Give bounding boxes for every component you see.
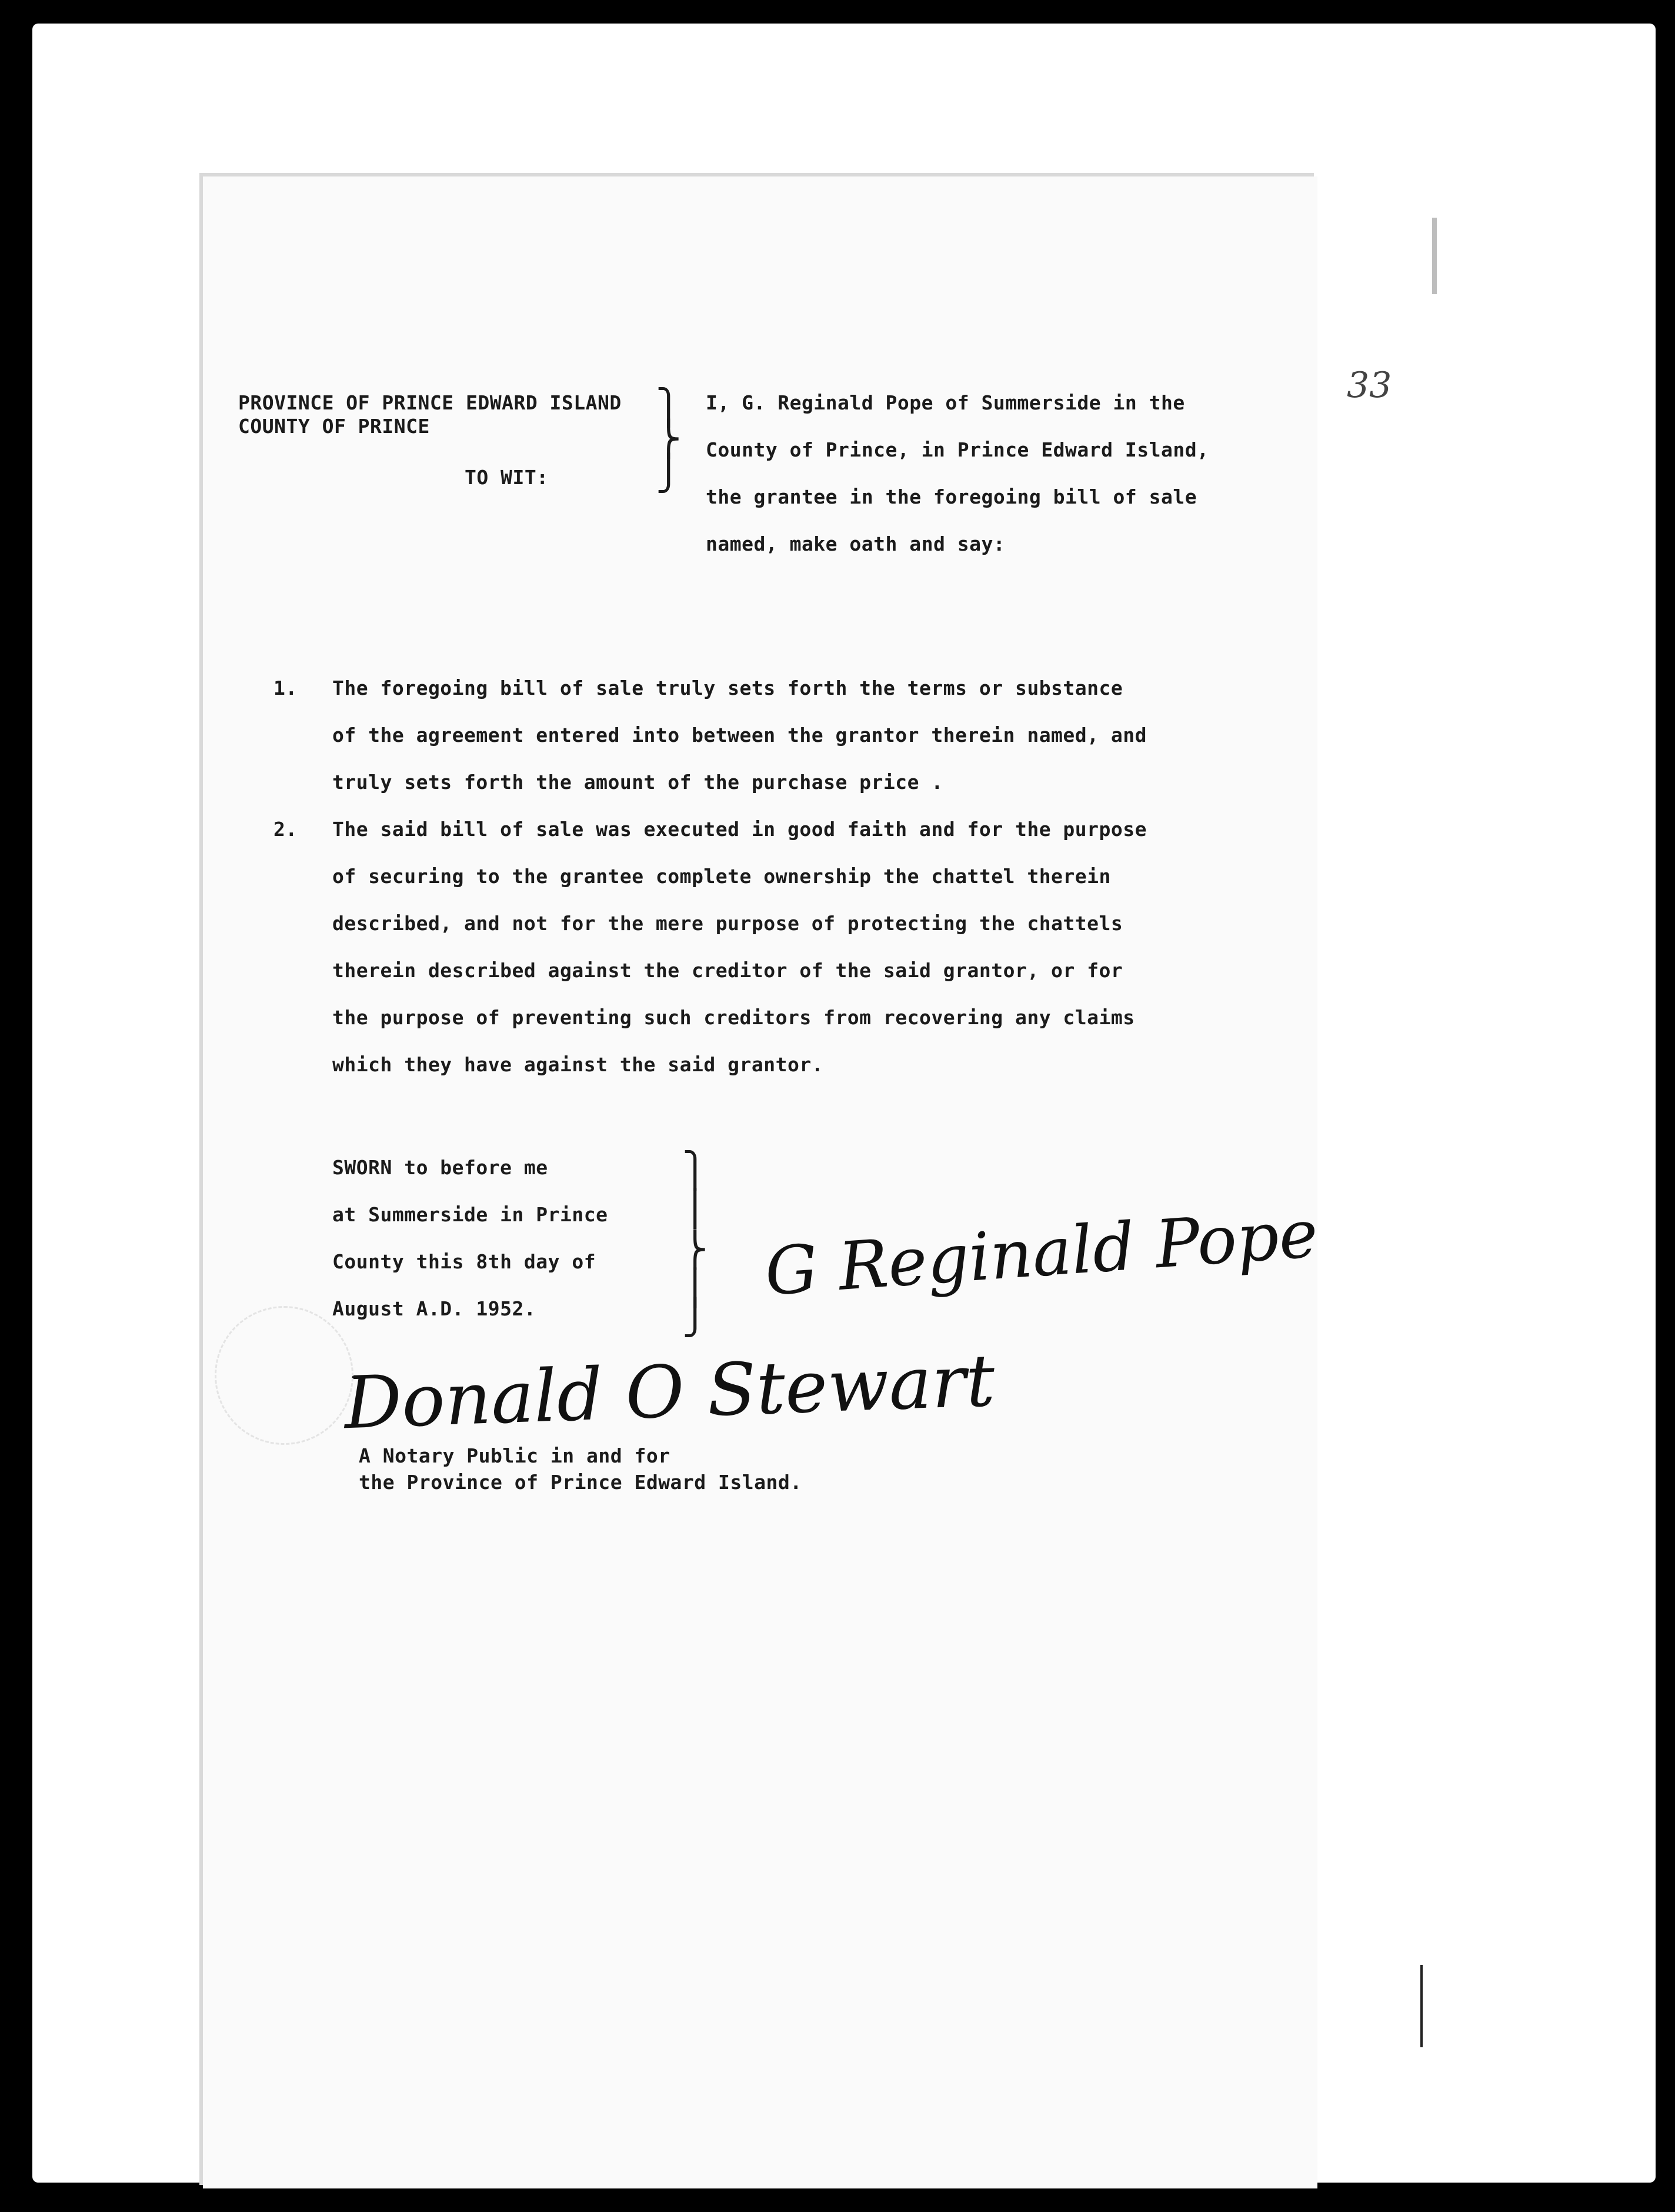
header-right-line: I, G. Reginald Pope of Summerside in the <box>706 391 1185 414</box>
header-brace: ⎭ <box>656 453 682 493</box>
item-line: which they have against the said grantor. <box>332 1053 824 1076</box>
header-county: COUNTY OF PRINCE <box>238 415 430 438</box>
edge-mark <box>1420 1965 1423 2047</box>
deponent-signature: G Reginald Pope <box>762 1195 1320 1311</box>
header-right-line: the grantee in the foregoing bill of sale <box>706 485 1197 508</box>
item-line: therein described against the creditor of the said grantor, or for <box>332 959 1123 982</box>
jurat-brace: ⎭ <box>682 1297 708 1337</box>
jurat-line: SWORN to before me <box>332 1156 548 1179</box>
item-line: described, and not for the mere purpose of protecting the chattels <box>332 912 1123 935</box>
notary-title-line: the Province of Prince Edward Island. <box>359 1471 802 1494</box>
header-right-line: County of Prince, in Prince Edward Island, <box>706 438 1209 461</box>
jurat-brace: ⎪ <box>682 1188 708 1228</box>
header-province: PROVINCE OF PRINCE EDWARD ISLAND <box>238 391 622 414</box>
jurat-line: County this 8th day of <box>332 1250 596 1273</box>
item-number: 1. <box>273 677 298 699</box>
item-line: the purpose of preventing such creditors from recovering any claims <box>332 1006 1135 1029</box>
item-line: of the agreement entered into between the grantor therein named, and <box>332 724 1147 747</box>
notary-title-line: A Notary Public in and for <box>359 1444 670 1467</box>
jurat-line: at Summerside in Prince <box>332 1203 608 1226</box>
jurat-line: August A.D. 1952. <box>332 1297 536 1320</box>
jurat-brace: ⎫ <box>682 1150 708 1190</box>
jurat-brace: ⎬ <box>682 1230 708 1270</box>
header-brace: ⎫ <box>656 387 682 427</box>
page-number: 33 <box>1347 365 1392 406</box>
notary-seal-impression <box>215 1306 353 1445</box>
document-page <box>32 24 1656 2183</box>
header-to-wit: TO WIT: <box>465 466 549 489</box>
header-brace: ⎬ <box>656 419 682 459</box>
item-number: 2. <box>273 818 298 841</box>
item-line: The said bill of sale was executed in good faith and for the purpose <box>332 818 1147 841</box>
item-line: The foregoing bill of sale truly sets forth the terms or substance <box>332 677 1123 699</box>
header-right-line: named, make oath and say: <box>706 532 1006 555</box>
edge-mark <box>1432 218 1437 294</box>
item-line: of securing to the grantee complete ownership the chattel therein <box>332 865 1111 888</box>
affidavit-sheet <box>203 176 1392 2188</box>
item-line: truly sets forth the amount of the purchase price . <box>332 771 943 794</box>
jurat-brace: ⎪ <box>682 1268 708 1308</box>
notary-signature: Donald O Stewart <box>342 1338 996 1445</box>
